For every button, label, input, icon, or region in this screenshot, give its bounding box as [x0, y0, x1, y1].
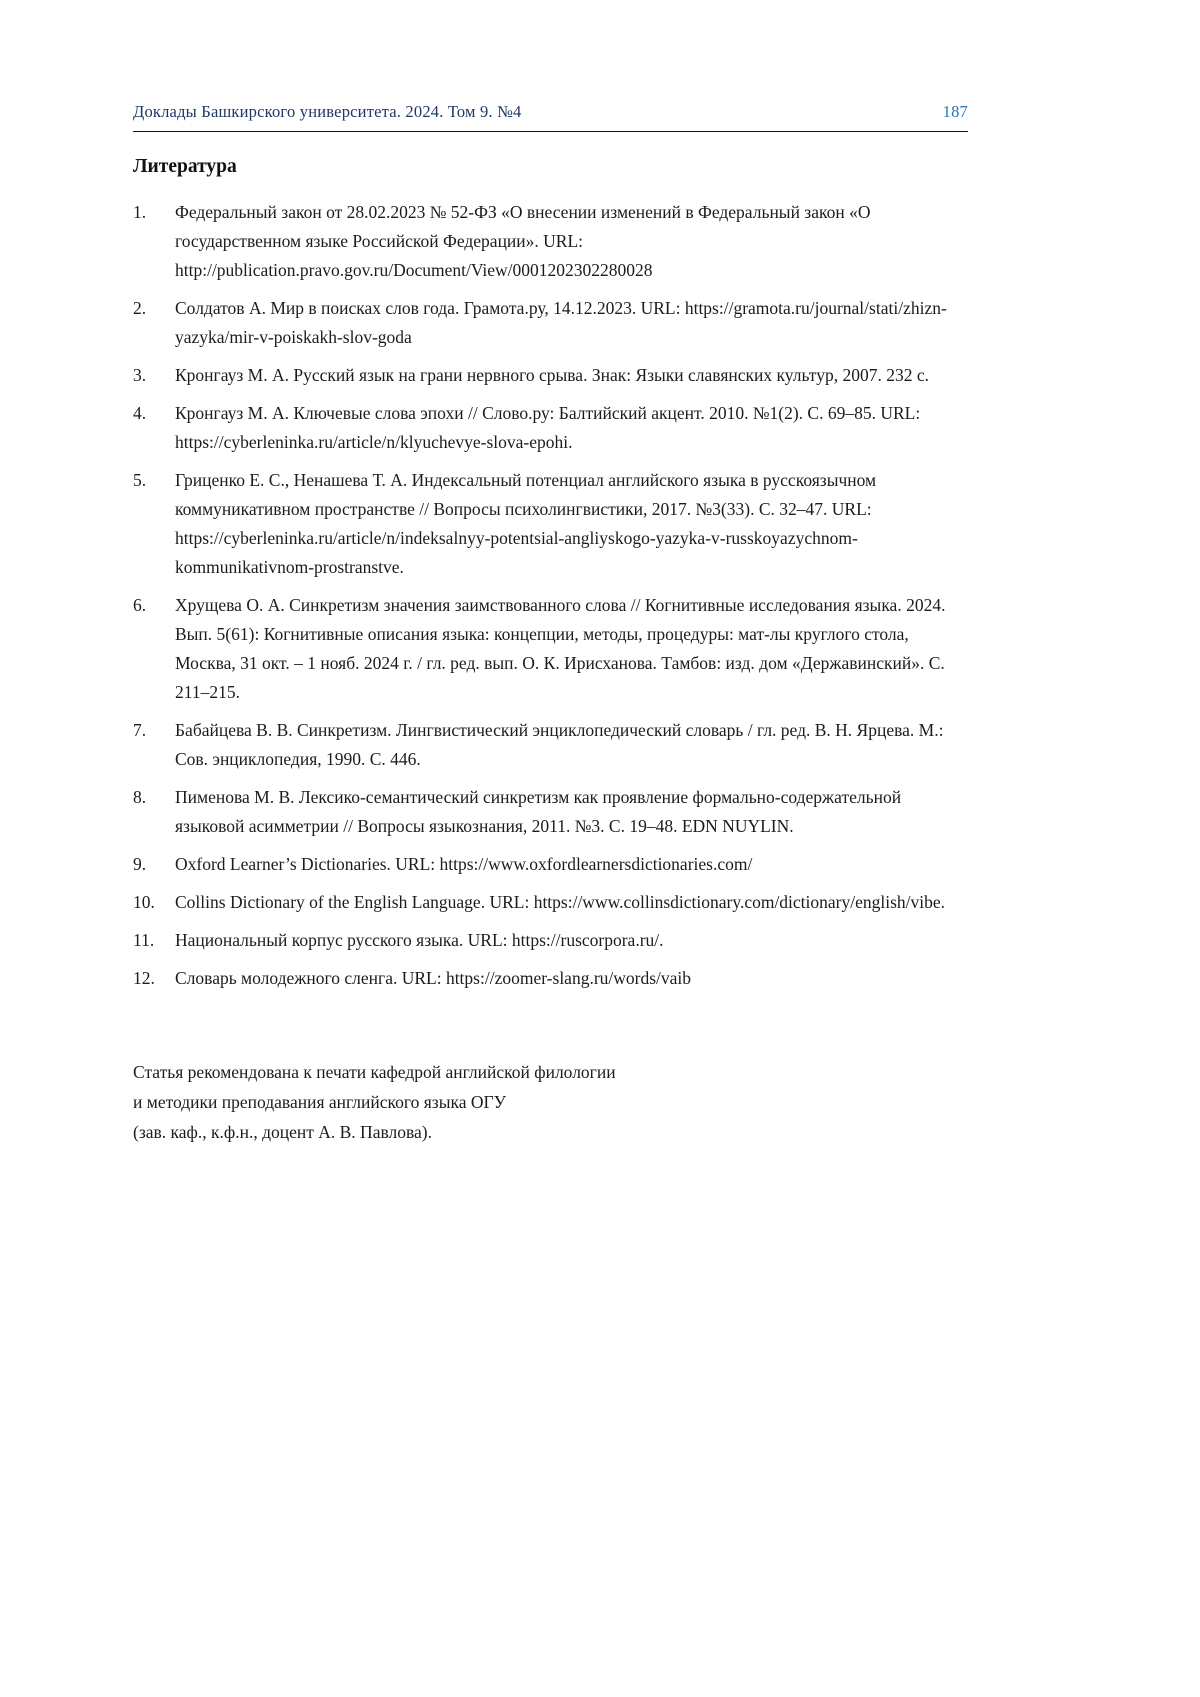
reference-number: 1. [133, 202, 147, 222]
journal-title: Доклады Башкирского университета. 2024. Том 9. №4 [133, 102, 522, 121]
reference-item [133, 964, 968, 993]
reference-text: Словарь молодежного сленга. URL: https://zoomer-slang.ru/words/vaib [175, 968, 692, 988]
reference-text: Национальный корпус русского языка. URL: https://ruscorpora.ru/. [175, 930, 664, 950]
section-title: Литература [133, 156, 237, 177]
recommendation-line: (зав. каф., к.ф.н., доцент А. В. Павлова). [133, 1122, 432, 1142]
reference-number: 9. [133, 854, 147, 874]
reference-text: Хрущева О. А. Синкретизм значения заимствованного слова // Когнитивные исследования языка. 2024. Вып. 5(61): Когнитивные описания языка: концепции, методы, процедуры: мат-лы круглого стола, Москва, 31 окт. – 1 нояб. 2024 г. / гл. ред. вып. О. К. Ирисханова. Тамбов: изд. дом «Державинский». С. 211–215. [175, 595, 946, 702]
reference-number: 8. [133, 787, 147, 807]
reference-item [133, 783, 968, 841]
reference-item [133, 888, 968, 917]
reference-item [133, 361, 968, 390]
reference-text: Пименова М. В. Лексико-семантический синкретизм как проявление формально-содержательной языковой асимметрии // Вопросы языкознания, 2011. №3. С. 19–48. EDN NUYLIN. [175, 787, 902, 836]
page-header [133, 102, 968, 122]
reference-text: Кронгауз М. А. Русский язык на грани нервного срыва. Знак: Языки славянских культур, 2007. 232 с. [175, 365, 929, 385]
reference-item [133, 198, 968, 285]
reference-item [133, 926, 968, 955]
recommendation-line: Статья рекомендована к печати кафедрой английской филологии [133, 1062, 616, 1082]
reference-number: 4. [133, 403, 147, 423]
reference-number: 2. [133, 298, 147, 318]
recommendation-note [133, 1057, 968, 1147]
page-number: 187 [942, 102, 968, 121]
reference-text: Collins Dictionary of the English Language. URL: https://www.collinsdictionary.com/dictionary/english/vibe. [175, 892, 946, 912]
header-rule [133, 131, 968, 132]
reference-number: 5. [133, 470, 147, 490]
reference-text: Федеральный закон от 28.02.2023 № 52-ФЗ «О внесении изменений в Федеральный закон «О государственном языке Российской Федерации». URL: http://publication.pravo.gov.ru/Document/View/0001202302280028 [175, 202, 871, 280]
reference-item [133, 850, 968, 879]
reference-number: 3. [133, 365, 147, 385]
reference-number: 12. [133, 968, 155, 988]
reference-number: 11. [133, 930, 155, 950]
reference-item [133, 466, 968, 582]
recommendation-line: и методики преподавания английского языка ОГУ [133, 1092, 507, 1112]
reference-text: Гриценко Е. С., Ненашева Т. А. Индексальный потенциал английского языка в русскоязычном коммуникативном пространстве // Вопросы психолингвистики, 2017. №3(33). С. 32–47. URL: https://cyberleninka.ru/article/n/indeksalnyy-potentsial-angliyskogo-yazyka-v-russkoyazychnom-kommunikativnom-prostranstve. [175, 470, 877, 577]
reference-item [133, 591, 968, 707]
reference-item [133, 716, 968, 774]
reference-list [133, 198, 968, 993]
reference-text: Кронгауз М. А. Ключевые слова эпохи // Слово.ру: Балтийский акцент. 2010. №1(2). С. 69–85. URL: https://cyberleninka.ru/article/n/klyuchevye-slova-epohi. [175, 403, 921, 452]
reference-number: 7. [133, 720, 147, 740]
reference-item [133, 294, 968, 352]
reference-text: Солдатов А. Мир в поисках слов года. Грамота.ру, 14.12.2023. URL: https://gramota.ru/journal/stati/zhizn-yazyka/mir-v-poiskakh-slov-goda [175, 298, 947, 347]
reference-number: 10. [133, 892, 155, 912]
reference-number: 6. [133, 595, 147, 615]
reference-text: Oxford Learner’s Dictionaries. URL: https://www.oxfordlearnersdictionaries.com/ [175, 854, 753, 874]
reference-item [133, 399, 968, 457]
reference-text: Бабайцева В. В. Синкретизм. Лингвистический энциклопедический словарь / гл. ред. В. Н. Ярцева. М.: Сов. энциклопедия, 1990. С. 446. [175, 720, 944, 769]
